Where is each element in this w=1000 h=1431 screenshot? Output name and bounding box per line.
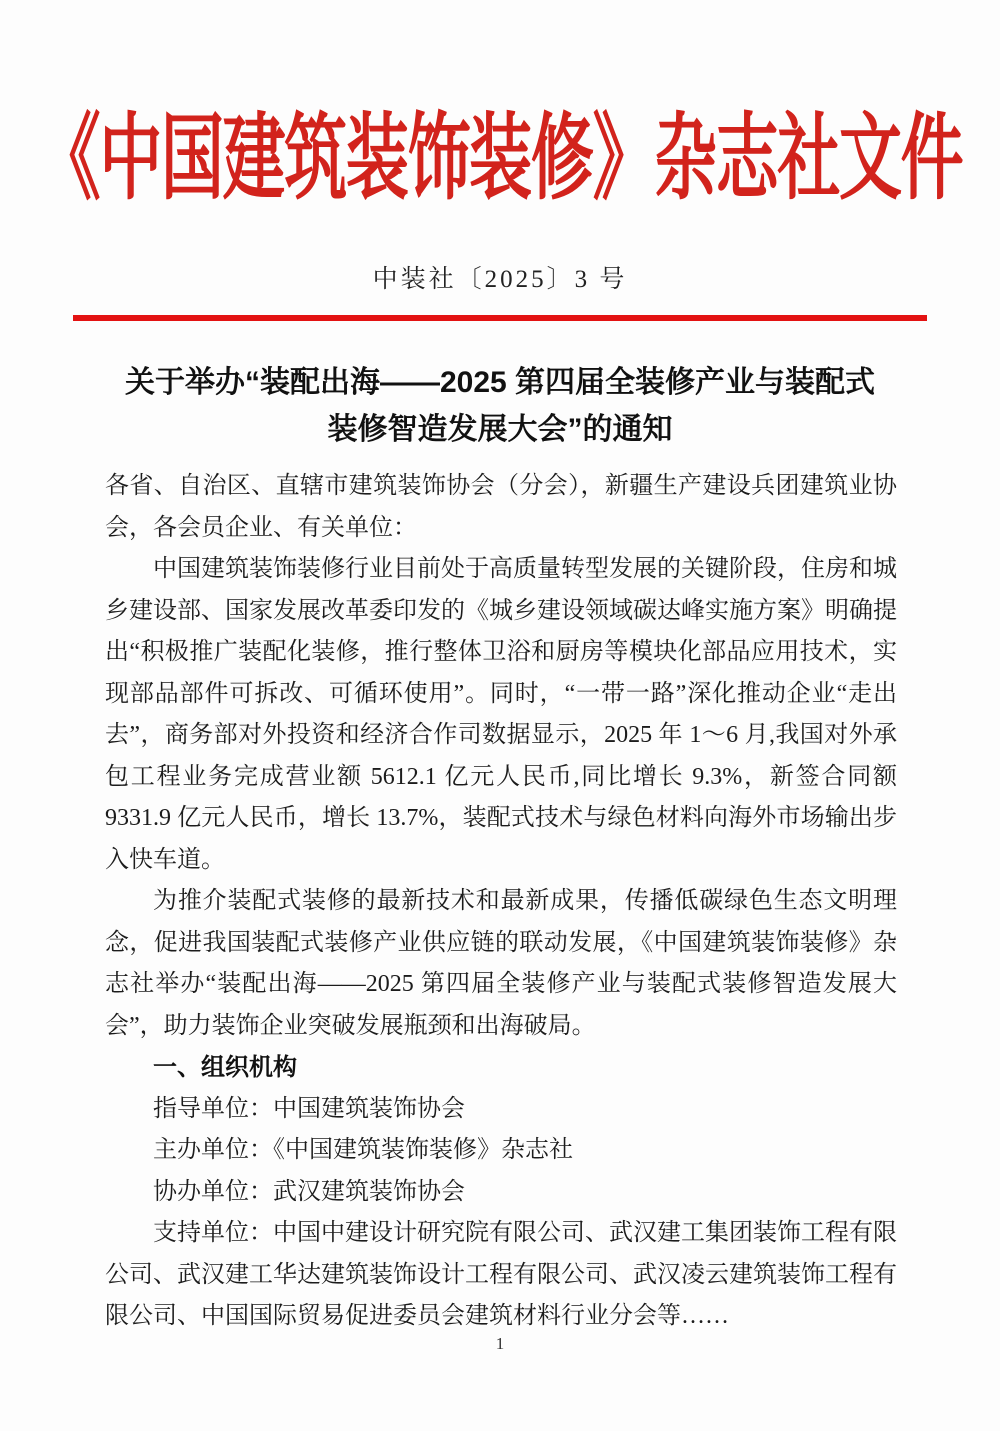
org-line-host-unit: 主办单位：《中国建筑装饰装修》杂志社 <box>153 1137 573 1163</box>
support-units-paragraph: 支持单位：中国中建设计研究院有限公司、武汉建工集团装饰工程有限公司、武汉建工华达建筑装饰设计工程有限公司、武汉凌云建筑装饰工程有限公司、中国国际贸易促进委员会建筑材料行业分会等…… <box>105 1220 897 1329</box>
body-paragraph-event-purpose: 为推介装配式装修的最新技术和最新成果，传播低碳绿色生态文明理念，促进我国装配式装修产业供应链的联动发展，《中国建筑装饰装修》杂志社举办“装配出海——2025 第四届全装修产业与装配式装修智造发展大会”，助力装饰企业突破发展瓶颈和出海破局。 <box>105 888 897 1039</box>
letterhead-title: 《中国建筑装饰装修》杂志社文件 <box>37 107 963 211</box>
org-line-guidance-unit: 指导单位：中国建筑装饰协会 <box>153 1095 465 1122</box>
page-number: 1 <box>495 1334 505 1353</box>
body-paragraph-industry-status: 中国建筑装饰装修行业目前处于高质量转型发展的关键阶段，住房和城乡建设部、国家发展改革委印发的《城乡建设领域碳达峰实施方案》明确提出“积极推广装配化装修，推行整体卫浴和厨房等模块化部品应用技术，实现部品部件可拆改、可循环使用”。同时，“一带一路”深化推动企业“走出去”，商务部对外投资和经济合作司数据显示，2025 年 1～6 月,我国对外承包工程业务完成营业额 5612.1 亿元人民币,同比增长 9.3%，新签合同额 9331.9 亿元人民币，增长 13.7%，装配式技术与绿色材料向海外市场输出步入快车道。 <box>105 556 897 873</box>
notice-title <box>0 359 1000 453</box>
red-separator-rule <box>73 315 927 321</box>
salutation: 各省、自治区、直辖市建筑装饰协会（分会），新疆生产建设兵团建筑业协会，各会员企业、有关单位： <box>105 473 897 541</box>
org-line-co-organizer-unit: 协办单位：武汉建筑装饰协会 <box>153 1178 465 1205</box>
notice-title-line-2: 装修智造发展大会”的通知 <box>327 413 673 446</box>
document-body <box>105 466 897 1338</box>
section-heading-organization: 一、组织机构 <box>153 1054 297 1081</box>
notice-title-line-1: 关于举办“装配出海——2025 第四届全装修产业与装配式 <box>124 366 876 399</box>
document-number: 中装社〔2025〕3 号 <box>372 266 628 293</box>
